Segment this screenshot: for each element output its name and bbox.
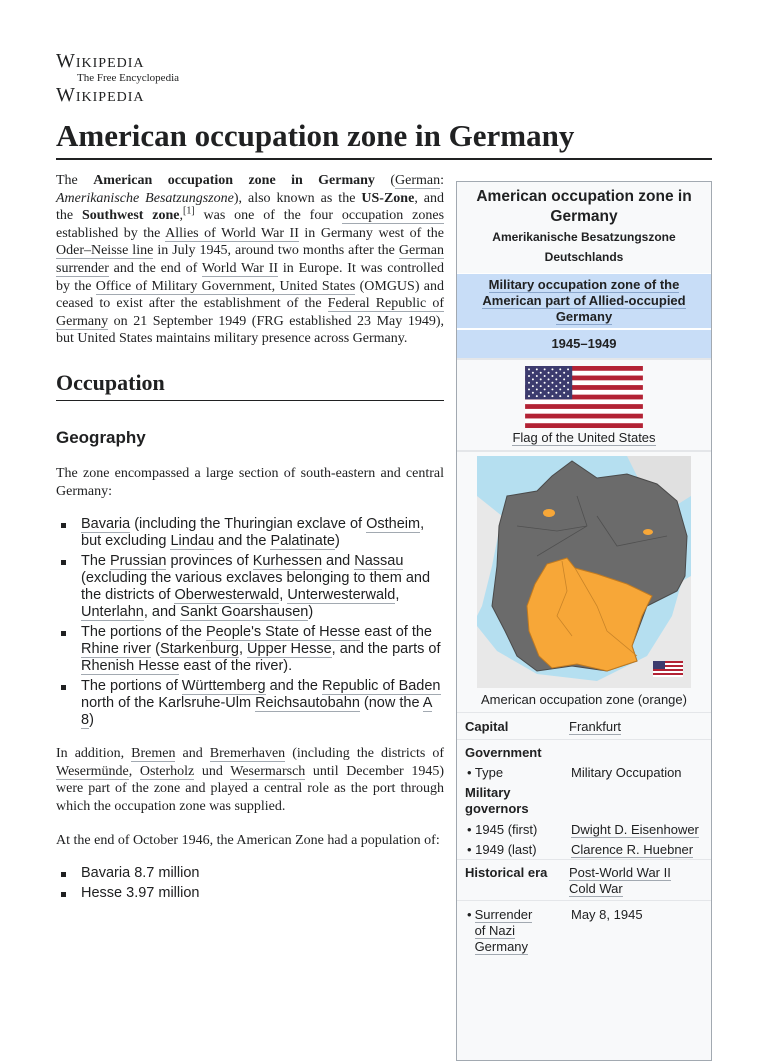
article-content bbox=[56, 172, 444, 905]
gov2-label: • 1949 (last) bbox=[467, 842, 537, 857]
link-nassau[interactable]: Nassau bbox=[354, 553, 404, 570]
link-ww2[interactable]: World War II bbox=[201, 260, 279, 276]
link-eisenhower[interactable]: Dwight D. Eisenhower bbox=[571, 822, 699, 837]
link-a8[interactable]: A 8 bbox=[81, 695, 433, 729]
infobox-dates: 1945–1949 bbox=[457, 328, 711, 358]
link-sankt-goarshausen[interactable]: Sankt Goarshausen bbox=[180, 604, 309, 621]
gov1-label: • 1945 (first) bbox=[467, 822, 538, 837]
link-bavaria[interactable]: Bavaria bbox=[81, 516, 131, 533]
link-german[interactable]: German bbox=[395, 173, 441, 188]
subsection-heading-geography: Geography bbox=[56, 427, 146, 447]
link-omgus[interactable]: Office of Military Government, United States bbox=[95, 278, 356, 294]
infobox-row-gov-first bbox=[457, 818, 711, 839]
list-item: Bavaria (including the Thuringian exclave of Ostheim, but excluding Lindau and the Palatinate) bbox=[56, 516, 444, 550]
link-rhine-river[interactable]: Rhine river bbox=[81, 641, 152, 658]
logo-tagline: The Free Encyclopedia bbox=[77, 72, 180, 84]
list-item: The Prussian provinces of Kurhessen and Nassau (excluding the various exclaves belonging to them and the districts of Oberwesterwald, Unterwesterwald, Unterlahn, and Sankt Goarshausen) bbox=[56, 553, 444, 621]
geography-intro: The zone encompassed a large section of south-eastern and central Germany: bbox=[56, 465, 444, 499]
surrender-label: • Surrender of Nazi Germany bbox=[467, 907, 533, 954]
link-oder-neisse[interactable]: Oder–Neisse line bbox=[56, 243, 154, 259]
link-reichsautobahn[interactable]: Reichsautobahn bbox=[255, 695, 360, 712]
logo-wordmark: Wikipedia bbox=[56, 50, 145, 72]
link-oberwesterwald[interactable]: Oberwesterwald bbox=[174, 587, 280, 604]
link-german-surrender[interactable]: German surrender bbox=[56, 243, 444, 276]
section-heading-occupation: Occupation bbox=[56, 370, 444, 401]
link-osterholz[interactable]: Osterholz bbox=[139, 763, 195, 779]
link-ostheim[interactable]: Ostheim bbox=[366, 516, 421, 533]
link-republic-baden[interactable]: Republic of Baden bbox=[322, 678, 441, 695]
link-lindau[interactable]: Lindau bbox=[170, 533, 215, 550]
link-frg[interactable]: Federal Republic of Germany bbox=[56, 296, 444, 329]
link-cold-war[interactable]: Cold War bbox=[569, 881, 623, 896]
infobox-title: American occupation zone in Germany bbox=[476, 188, 692, 225]
link-wesermunde[interactable]: Wesermünde bbox=[56, 763, 129, 779]
link-frankfurt[interactable]: Frankfurt bbox=[569, 719, 622, 734]
link-wesermarsch[interactable]: Wesermarsch bbox=[230, 763, 306, 779]
geography-list bbox=[56, 516, 444, 729]
link-bremerhaven[interactable]: Bremerhaven bbox=[209, 746, 286, 762]
type-label: • Type bbox=[467, 765, 504, 780]
population-list bbox=[56, 865, 444, 902]
link-post-ww2[interactable]: Post-World War II bbox=[569, 865, 671, 880]
infobox-row-surrender bbox=[457, 900, 711, 956]
link-rhenish-hesse[interactable]: Rhenish Hesse bbox=[81, 658, 180, 675]
governors-label: Military governors bbox=[465, 785, 529, 816]
addition-paragraph: In addition, Bremen and Bremerhaven (including the districts of Wesermünde, Osterholz und Wesermarsch until December 1945) were part of the zone and played a central role as the port through which the occupation zone was supplied. bbox=[56, 746, 444, 814]
map-caption: American occupation zone (orange) bbox=[481, 692, 687, 707]
link-prussian[interactable]: Prussian bbox=[110, 553, 167, 570]
era-label: Historical era bbox=[465, 865, 548, 880]
infobox-row-era bbox=[457, 859, 711, 900]
population-intro: At the end of October 1946, the American Zone had a population of: bbox=[56, 832, 440, 848]
link-wurttemberg[interactable]: Württemberg bbox=[181, 678, 266, 695]
infobox-flag-block bbox=[457, 358, 711, 450]
page-title: American occupation zone in Germany bbox=[56, 118, 712, 160]
link-bremen[interactable]: Bremen bbox=[131, 746, 176, 762]
infobox-native-name: Amerikanische Besatzungszone Deutschlands bbox=[492, 230, 676, 264]
logo-wordmark-secondary: Wikipedia bbox=[56, 84, 145, 106]
link-starkenburg[interactable]: Starkenburg bbox=[159, 641, 239, 658]
link-surrender-nazi-germany[interactable]: Surrender of Nazi Germany bbox=[474, 907, 533, 954]
wikipedia-logo[interactable] bbox=[56, 50, 196, 106]
flag-caption bbox=[457, 430, 711, 446]
infobox-row-type bbox=[457, 762, 711, 782]
link-unterlahn[interactable]: Unterlahn bbox=[81, 604, 144, 621]
link-unterwesterwald[interactable]: Unterwesterwald bbox=[287, 587, 396, 604]
link-palatinate[interactable]: Palatinate bbox=[270, 533, 335, 550]
link-peoples-state-hesse[interactable]: People's State of Hesse bbox=[205, 624, 361, 641]
link-military-occupation-zone[interactable]: Military occupation zone of the American part of Allied-occupied Germany bbox=[482, 277, 686, 324]
intro-paragraph: The American occupation zone in Germany (German: Amerikanische Besatzungszone), also known as the US-Zone, and the Southwest zone,[1] was one of the four occupation zones established by the Allies of World War II in Germany west of the Oder–Neisse line in July 1945, around two months after the German surrender and the end of World War II in Europe. It was controlled by the Office of Military Government, United States (OMGUS) and ceased to exist after the establishment of the Federal Republic of Germany on 21 September 1949 (FRG established 23 May 1949), but United States maintains military presence across Germany. bbox=[56, 173, 445, 347]
infobox-row-gov-last bbox=[457, 839, 711, 859]
infobox-row-governors bbox=[457, 782, 711, 818]
link-allies[interactable]: Allies of World War II bbox=[165, 225, 299, 241]
capital-label: Capital bbox=[465, 719, 509, 734]
list-item: The portions of Württemberg and the Republic of Baden north of the Karlsruhe-Ulm Reichsautobahn (now the A 8) bbox=[56, 678, 444, 729]
link-kurhessen[interactable]: Kurhessen bbox=[252, 553, 323, 570]
infobox-row-capital bbox=[457, 712, 711, 739]
infobox bbox=[456, 181, 712, 1061]
link-occupation-zones[interactable]: occupation zones bbox=[341, 208, 445, 224]
list-item: Bavaria 8.7 million bbox=[56, 865, 444, 882]
link-upper-hesse[interactable]: Upper Hesse bbox=[247, 641, 332, 658]
infobox-map-block bbox=[457, 450, 711, 712]
list-item: The portions of the People's State of Hesse east of the Rhine river (Starkenburg, Upper Hesse, and the parts of Rhenish Hesse east of the river). bbox=[56, 624, 444, 675]
infobox-row-government bbox=[457, 739, 711, 762]
us-flag-image[interactable] bbox=[523, 366, 645, 428]
government-label: Government bbox=[465, 745, 542, 760]
link-flag-united-states[interactable]: Flag of the United States bbox=[512, 430, 656, 445]
germany-zone-map[interactable] bbox=[477, 456, 691, 688]
infobox-subtitle-band bbox=[457, 273, 711, 328]
reference-1[interactable]: [1] bbox=[183, 205, 195, 217]
link-huebner[interactable]: Clarence R. Huebner bbox=[571, 842, 694, 857]
type-value: Military Occupation bbox=[571, 765, 682, 780]
surrender-value: May 8, 1945 bbox=[571, 907, 643, 922]
list-item: Hesse 3.97 million bbox=[56, 885, 444, 902]
